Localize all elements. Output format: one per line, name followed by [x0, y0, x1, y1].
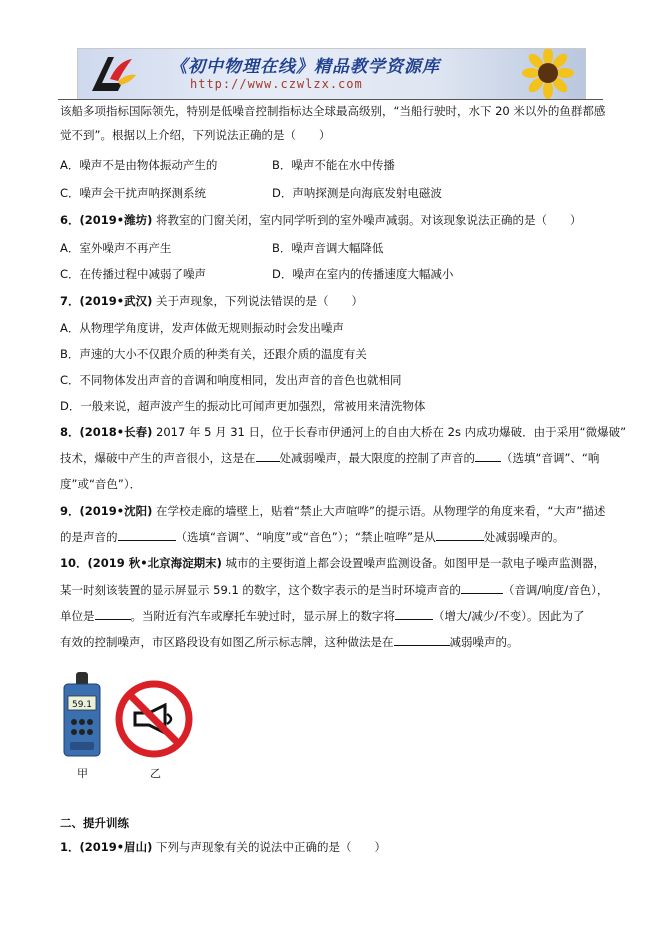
q6-options-row-2: [60, 266, 605, 282]
q9-text-2c: 处减弱噪声的。: [483, 530, 565, 544]
section-2-q1: [60, 839, 386, 855]
banner-url: http://www.czwlzx.com: [190, 77, 363, 91]
q10-blank-1[interactable]: [461, 582, 503, 594]
q10-text-4a: 有效的控制噪声，市区路段设有如图乙所示标志牌，这种做法是在: [60, 635, 394, 649]
q6-stem-text: 将教室的门窗关闭，室内同学听到的室外噪声减弱。对该现象说法正确的是（ ）: [152, 213, 582, 227]
q9-text-2a: 的是声音的: [60, 530, 118, 544]
q10-blank-4[interactable]: [394, 634, 450, 646]
q10-blank-2[interactable]: [95, 608, 131, 620]
q9-text-1: 在学校走廊的墙壁上，贴着“禁止大声喧哗”的提示语。从物理学的角度来看，“大声”描述: [152, 504, 606, 518]
q7-option-d: D．一般来说，超声波产生的振动比可闻声更加强烈，常被用来清洗物体: [60, 399, 426, 413]
q7-option-a: A．从物理学角度讲，发声体做无规则振动时会发出噪声: [60, 321, 344, 335]
q9-blank-2[interactable]: [436, 529, 484, 541]
header-banner: [77, 48, 586, 100]
noise-meter-icon: [62, 672, 102, 758]
header-rule: [58, 99, 603, 100]
q6-number: 6．(2019•潍坊): [60, 213, 153, 227]
q8-text-1: 2017 年 5 月 31 日，位于长春市伊通河上的自由大桥在 2s 内成功爆破．由于采用“微爆破”: [152, 425, 627, 439]
caption-jia: 甲: [77, 767, 88, 780]
q6-option-a: A．室外噪声不再产生: [60, 241, 172, 255]
caption-yi: 乙: [150, 767, 161, 780]
q7-option-b: B．声速的大小不仅跟介质的种类有关，还跟介质的温度有关: [60, 347, 367, 361]
q8-blank-1[interactable]: [256, 450, 280, 462]
q5-option-c: C．噪声会干扰声呐探测系统: [60, 186, 207, 200]
q6-option-c: C．在传播过程中减弱了噪声: [60, 267, 207, 281]
q8-text-2a: 技术，爆破中产生的声音很小，这是在: [60, 451, 256, 465]
q6-option-b: B．噪声音调大幅降低: [272, 241, 384, 255]
q10-line-4: [60, 634, 519, 650]
q5-options-row-1: [60, 157, 605, 173]
intro-line-2: 觉不到”。根据以上介绍，下列说法正确的是（ ）: [60, 128, 331, 142]
q10-text-3c: （增大/减少/不变）。因此为了: [433, 609, 585, 623]
q5-options-row-2: [60, 185, 605, 201]
banner-title: 《初中物理在线》精品教学资源库: [170, 57, 440, 77]
logo-icon: [88, 53, 140, 95]
q8-line-2: [60, 450, 599, 466]
q7-number: 7．(2019•武汉): [60, 294, 153, 308]
q10-text-2b: （音调/响度/音色），: [502, 583, 609, 597]
q5-option-d: D．声呐探测是向海底发射电磁波: [272, 186, 442, 200]
q5-option-a: A．噪声不是由物体振动产生的: [60, 158, 218, 172]
q10-number: 10．(2019 秋•北京海淀期末): [60, 556, 222, 570]
q7-option-c: C．不同物体发出声音的音调和响度相同，发出声音的音色也就相同: [60, 373, 402, 387]
q6-stem: [60, 212, 582, 228]
q10-blank-3[interactable]: [395, 608, 433, 620]
sunflower-icon: [508, 49, 585, 99]
q10-text-2a: 某一时刻该装置的显示屏显示 59.1 的数字，这个数字表示的是当时环境声音的: [60, 583, 461, 597]
q5-option-b: B．噪声不能在水中传播: [272, 158, 395, 172]
q9-text-2b: （选填“音调”、“响度”或“音色”）；“禁止喧哗”是从: [175, 530, 436, 544]
q9-line-1: [60, 503, 605, 519]
q8-line-1: [60, 424, 626, 440]
q10-text-1: 城市的主要街道上都会设置噪声监测设备。如图甲是一款电子噪声监测器，: [221, 556, 606, 570]
q10-line-3: [60, 608, 585, 624]
q8-text-2b: 处减弱噪声，最大限度的控制了声音的: [279, 451, 475, 465]
s2-q1-number: 1．(2019•眉山): [60, 840, 153, 854]
q8-number: 8．(2018•长春): [60, 425, 153, 439]
q6-option-d: D．噪声在室内的传播速度大幅减小: [272, 267, 454, 281]
q10-line-2: [60, 582, 608, 598]
q10-text-3b: 。当附近有汽车或摩托车驶过时，显示屏上的数字将: [130, 609, 395, 623]
q7-stem: [60, 293, 363, 309]
q9-blank-1[interactable]: [118, 529, 176, 541]
no-horn-sign-icon: [115, 680, 193, 758]
q10-text-3a: 单位是: [60, 609, 95, 623]
q6-options-row-1: [60, 240, 605, 256]
q8-text-2c: （选填“音调”、“响: [501, 451, 600, 465]
q8-blank-2[interactable]: [475, 450, 501, 462]
meter-display-text: 59.1: [71, 700, 93, 710]
q8-line-3: 度”或“音色”）．: [60, 477, 142, 491]
section-2-title: 二、提升训练: [60, 816, 129, 830]
s2-q1-stem: 下列与声现象有关的说法中正确的是（ ）: [152, 840, 387, 854]
q9-line-2: [60, 529, 564, 545]
q7-stem-text: 关于声现象，下列说法错误的是（ ）: [152, 294, 364, 308]
q10-line-1: [60, 555, 605, 571]
q10-text-4b: 减弱噪声的。: [449, 635, 519, 649]
q9-number: 9．(2019•沈阳): [60, 504, 153, 518]
intro-line-1: 该船多项指标国际领先，特别是低噪音控制指标达全球最高级别，“当船行驶时，水下 20 米以外的鱼群都感: [60, 104, 606, 118]
